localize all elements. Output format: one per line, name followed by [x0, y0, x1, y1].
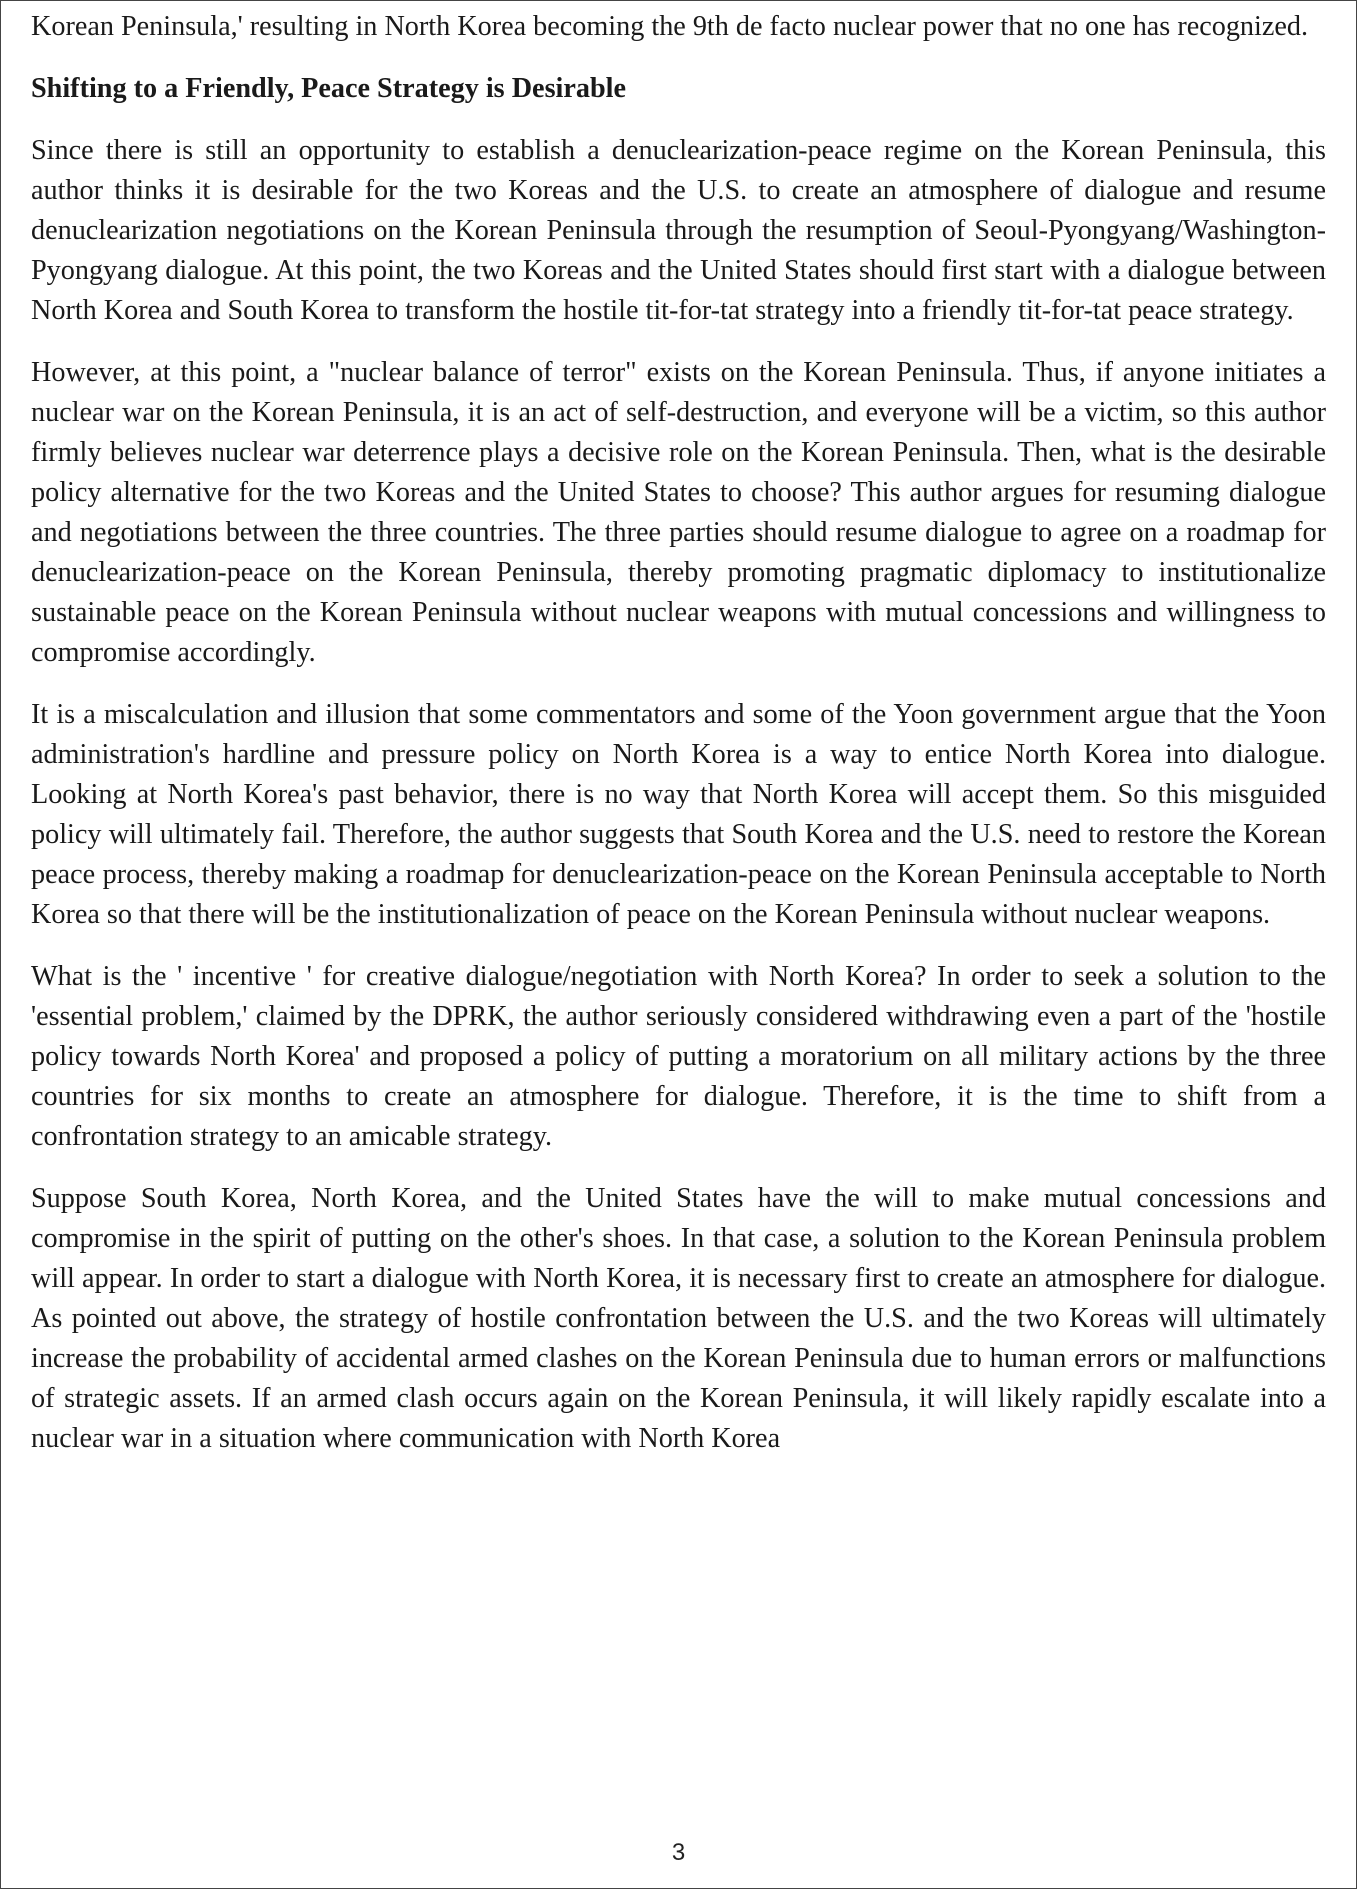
- section-heading: Shifting to a Friendly, Peace Strategy is Desirable: [31, 73, 626, 104]
- paragraph-5: Suppose South Korea, North Korea, and the United States have the will to make mutual concessions and compromise in the spirit of putting on the other's shoes. In that case, a solution to the Korean Peninsula problem will appear. In order to start a dialogue with North Korea, it is necessary first to create an atmosphere for dialogue. As pointed out above, the strategy of hostile confrontation between the U.S. and the two Koreas will ultimately increase the probability of accidental armed clashes on the Korean Peninsula due to human errors or malfunctions of strategic assets. If an armed clash occurs again on the Korean Peninsula, it will likely rapidly escalate into a nuclear war in a situation where communication with North Korea: [31, 1183, 1326, 1454]
- paragraph-4: What is the ' incentive ' for creative dialogue/negotiation with North Korea? In order to seek a solution to the 'essential problem,' claimed by the DPRK, the author seriously considered withdrawing even a part of the 'hostile policy towards North Korea' and proposed a policy of putting a moratorium on all military actions by the three countries for six months to create an atmosphere for dialogue. Therefore, it is the time to shift from a confrontation strategy to an amicable strategy.: [31, 961, 1326, 1152]
- paragraph-3: It is a miscalculation and illusion that some commentators and some of the Yoon government argue that the Yoon administration's hardline and pressure policy on North Korea is a way to entice North Korea into dialogue. Looking at North Korea's past behavior, there is no way that North Korea will accept them. So this misguided policy will ultimately fail. Therefore, the author suggests that South Korea and the U.S. need to restore the Korean peace process, thereby making a roadmap for denuclearization-peace on the Korean Peninsula acceptable to North Korea so that there will be the institutionalization of peace on the Korean Peninsula without nuclear weapons.: [31, 699, 1326, 930]
- document-body: [31, 7, 1326, 1481]
- intro-paragraph: Korean Peninsula,' resulting in North Korea becoming the 9th de facto nuclear power that no one has recognized.: [31, 11, 1309, 42]
- paragraph-1: Since there is still an opportunity to establish a denuclearization-peace regime on the Korean Peninsula, this author thinks it is desirable for the two Koreas and the U.S. to create an atmosphere of dialogue and resume denuclearization negotiations on the Korean Peninsula through the resumption of Seoul-Pyongyang/Washington-Pyongyang dialogue. At this point, the two Koreas and the United States should first start with a dialogue between North Korea and South Korea to transform the hostile tit-for-tat strategy into a friendly tit-for-tat peace strategy.: [31, 135, 1326, 326]
- paragraph-2: However, at this point, a "nuclear balance of terror" exists on the Korean Peninsula. Thus, if anyone initiates a nuclear war on the Korean Peninsula, it is an act of self-destruction, and everyone will be a victim, so this author firmly believes nuclear war deterrence plays a decisive role on the Korean Peninsula. Then, what is the desirable policy alternative for the two Koreas and the United States to choose? This author argues for resuming dialogue and negotiations between the three countries. The three parties should resume dialogue to agree on a roadmap for denuclearization-peace on the Korean Peninsula, thereby promoting pragmatic diplomacy to institutionalize sustainable peace on the Korean Peninsula without nuclear weapons with mutual concessions and willingness to compromise accordingly.: [31, 357, 1326, 668]
- page-number: 3: [671, 1839, 686, 1866]
